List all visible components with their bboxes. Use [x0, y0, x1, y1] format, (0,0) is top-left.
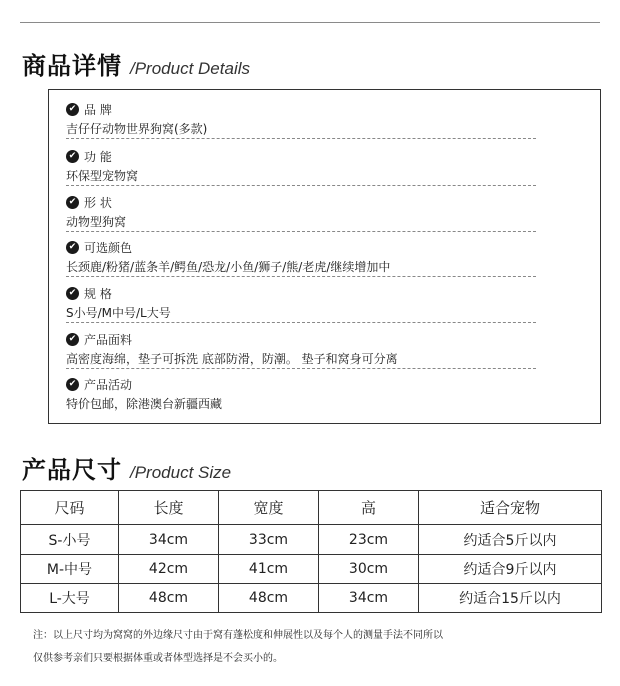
table-header: 适合宠物 — [419, 491, 602, 525]
table-cell: 33cm — [219, 525, 319, 555]
detail-material — [66, 330, 536, 369]
table-cell: 41cm — [219, 555, 319, 584]
table-cell: S-小号 — [21, 525, 119, 555]
table-cell: 48cm — [219, 584, 319, 613]
detail-label: 品 牌 — [84, 102, 112, 117]
detail-label: 功 能 — [84, 149, 112, 164]
table-cell: 约适合5斤以内 — [419, 525, 602, 555]
detail-label: 可选颜色 — [84, 240, 133, 255]
check-circle-icon: ✔ — [66, 378, 79, 391]
detail-value: 环保型宠物窝 — [66, 169, 139, 183]
table-cell: 约适合15斤以内 — [419, 584, 602, 613]
table-row — [21, 555, 602, 584]
dashed-divider — [66, 231, 536, 232]
table-header: 高 — [319, 491, 419, 525]
detail-brand — [66, 100, 536, 139]
product-size-title-en: /Product Size — [130, 463, 232, 482]
detail-label: 产品活动 — [84, 377, 133, 392]
product-details-box — [48, 89, 601, 424]
product-details-title-en: /Product Details — [130, 59, 250, 78]
detail-label: 形 状 — [84, 195, 112, 210]
size-table — [20, 490, 602, 613]
check-circle-icon: ✔ — [66, 150, 79, 163]
detail-colors — [66, 238, 536, 277]
table-cell: L-大号 — [21, 584, 119, 613]
product-size-title-cn: 产品尺寸 — [22, 456, 122, 484]
table-cell: 42cm — [119, 555, 219, 584]
dashed-divider — [66, 322, 536, 323]
detail-value: 高密度海绵，垫子可拆洗 底部防滑，防潮。 垫子和窝身可分离 — [66, 352, 398, 366]
table-cell: 约适合9斤以内 — [419, 555, 602, 584]
table-header: 长度 — [119, 491, 219, 525]
table-cell: M-中号 — [21, 555, 119, 584]
dashed-divider — [66, 368, 536, 369]
detail-value: S小号/M中号/L大号 — [66, 306, 171, 320]
top-divider — [20, 22, 600, 23]
check-circle-icon: ✔ — [66, 287, 79, 300]
product-details-title-cn: 商品详情 — [22, 52, 122, 80]
table-row — [21, 525, 602, 555]
product-details-heading — [22, 46, 250, 81]
check-circle-icon: ✔ — [66, 333, 79, 346]
detail-value: 长颈鹿/粉猪/蓝条羊/鳄鱼/恐龙/小鱼/狮子/熊/老虎/继续增加中 — [66, 260, 391, 274]
table-header: 尺码 — [21, 491, 119, 525]
table-cell: 34cm — [319, 584, 419, 613]
detail-value: 动物型狗窝 — [66, 215, 127, 229]
check-circle-icon: ✔ — [66, 103, 79, 116]
dashed-divider — [66, 138, 536, 139]
detail-label: 规 格 — [84, 286, 112, 301]
table-header-row — [21, 491, 602, 525]
table-cell: 23cm — [319, 525, 419, 555]
size-note-line-2: 仅供参考亲们只要根据体重或者体型选择是不会买小的。 — [33, 653, 283, 664]
detail-promotion — [66, 375, 536, 413]
table-cell: 30cm — [319, 555, 419, 584]
detail-value: 吉仔仔动物世界狗窝(多款) — [66, 122, 208, 136]
table-header: 宽度 — [219, 491, 319, 525]
check-circle-icon: ✔ — [66, 196, 79, 209]
dashed-divider — [66, 276, 536, 277]
product-size-heading — [22, 450, 231, 485]
detail-shape — [66, 193, 536, 232]
size-note-line-1: 注：以上尺寸均为窝窝的外边缘尺寸由于窝有蓬松度和伸展性以及每个人的测量手法不同所以 — [33, 630, 443, 641]
check-circle-icon: ✔ — [66, 241, 79, 254]
detail-function — [66, 147, 536, 186]
table-cell: 48cm — [119, 584, 219, 613]
detail-value: 特价包邮，除港澳台新疆西藏 — [66, 397, 223, 411]
dashed-divider — [66, 185, 536, 186]
detail-label: 产品面料 — [84, 332, 133, 347]
detail-sizes — [66, 284, 536, 323]
table-row — [21, 584, 602, 613]
table-cell: 34cm — [119, 525, 219, 555]
